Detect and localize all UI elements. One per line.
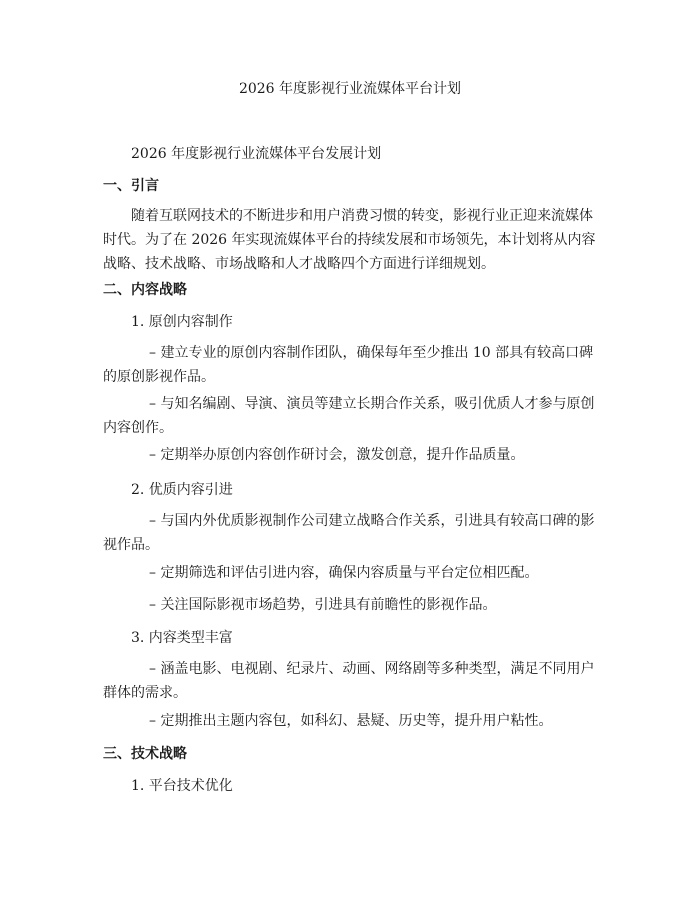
section-heading-technology-strategy: 三、技术战略 (103, 746, 187, 762)
list-item-title: 3. 内容类型丰富 (131, 630, 233, 646)
section-heading-content-strategy: 二、内容战略 (103, 282, 187, 298)
introduction-paragraph: 随着互联网技术的不断进步和用户消费习惯的转变，影视行业正迎来流媒体时代。为了在 2026 年实现流媒体平台的持续发展和市场领先，本计划将从内容战略、技术战略、市场战略和人才战略四个方面进行详细规划。 (103, 208, 596, 272)
bullet-item: – 与知名编剧、导演、演员等建立长期合作关系，吸引优质人才参与原创内容创作。 (103, 396, 595, 436)
bullet-item: – 定期推出主题内容包，如科幻、悬疑、历史等，提升用户粘性。 (149, 713, 553, 729)
bullet-item: – 关注国际影视市场趋势，引进具有前瞻性的影视作品。 (149, 597, 497, 613)
bullet-item: – 与国内外优质影视制作公司建立战略合作关系，引进具有较高口碑的影视作品。 (103, 513, 595, 553)
section-heading-introduction: 一、引言 (103, 178, 159, 194)
bullet-item: – 定期举办原创内容创作研讨会，激发创意，提升作品质量。 (149, 447, 525, 463)
bullet-item: – 涵盖电影、电视剧、纪录片、动画、网络剧等多种类型，满足不同用户群体的需求。 (103, 661, 595, 701)
bullet-item: – 定期筛选和评估引进内容，确保内容质量与平台定位相匹配。 (149, 565, 539, 581)
bullet-item: – 建立专业的原创内容制作团队，确保每年至少推出 10 部具有较高口碑的原创影视作品。 (103, 345, 594, 385)
list-item-title: 2. 优质内容引进 (131, 482, 233, 498)
list-item-title: 1. 原创内容制作 (131, 314, 233, 330)
list-item-title: 1. 平台技术优化 (131, 778, 233, 794)
document-title: 2026 年度影视行业流媒体平台计划 (238, 81, 462, 97)
document-subtitle: 2026 年度影视行业流媒体平台发展计划 (131, 146, 382, 162)
